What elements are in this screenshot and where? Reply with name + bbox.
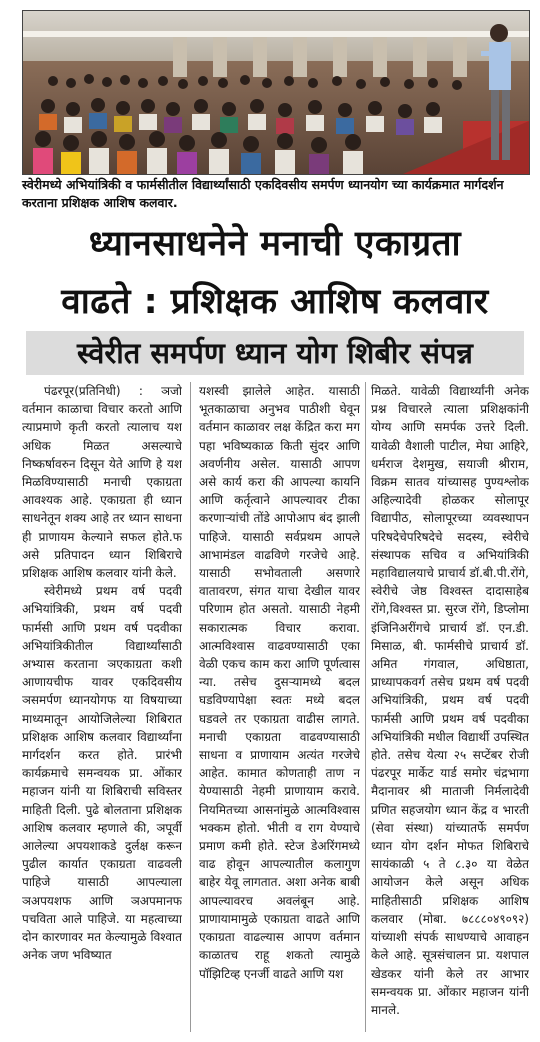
- article-column-3: [371, 382, 529, 1038]
- column-divider: [190, 382, 191, 1032]
- subheadline: स्वेरीत समर्पण ध्यान योग शिबीर संपन्न: [26, 331, 524, 375]
- article-paragraph: पंढरपूर(प्रतिनिधी) : ञजो वर्तमान काळाचा विचार करतो आणि त्याप्रमाणे कृती करतो त्यालाच यश अधिक मिळत असल्याचे निष्कर्षावरुन दिसून येते आणि हे यश मिळविण्यासाठी मनाची एकाग्रता आवश्यक आहे. एकाग्रता ही ध्यान साधनेतून शक्य आहे तर ध्यान साधना ही प्राणायम केल्याने सफल होते.फ असे प्रतिपादन ध्यान शिबिराचे प्रशिक्षक आशिष कलवार यांनी केले.: [22, 384, 182, 581]
- article-paragraph: स्वेरीमध्ये प्रथम वर्ष पदवी अभियांत्रिकी, प्रथम वर्ष पदवी फार्मसी आणि प्रथम वर्ष पदवीका अभियांत्रिकीतील विद्यार्थ्यांसाठी अभ्यास करताना ञएकाग्रता कशी आणायचीफ यावर एकदिवसीय ञसमर्पण ध्यानयोगफ या विषयाच्या माध्यमातून आयोजिलेल्या शिबिरात प्रशिक्षक आशिष कलवार विद्यार्थ्यांना मार्गदर्शन करत होते. प्रारंभी कार्यक्रमाचे समन्वयक प्रा. ओंकार महाजन यांनी या शिबिराची सविस्तर माहिती दिली. पुढे बोलताना प्रशिक्षक आशिष कलवार म्हणाले की, ञपूर्वी आलेल्या अपयशाकडे दुर्लक्ष करून पुढील कार्यात एकाग्रता वाढवली पाहिजे यासाठी आपल्याला ञअपयशफ आणि ञअपमानफ पचविता आले पाहिजे. या महत्वाच्या दोन कारणावर मत केल्यामुळे विश्वात अनेक जण भविष्यात: [22, 584, 182, 963]
- article-paragraph: यशस्वी झालेले आहेत. यासाठी भूतकाळाचा अनुभव पाठीशी घेवून वर्तमान काळावर लक्ष केंद्रित करा मग पहा भविष्यकाळ किती सुंदर आणि अवर्णनीय असेल. यासाठी आपण असे कार्य करा की आपल्या कायनि आणि कर्तृत्वाने आपल्यावर टीका करणाऱ्यांची तोंडे आपोआप बंद झाली पाहिजे. यासाठी सर्वप्रथम आपले आभामंडल वाढविणे गरजेचे आहे. यासाठी सभोवताली असणारे वातावरण, संगत याचा देखील यावर परिणाम होत असतो. यासाठी नेहमी सकारात्मक विचार करावा. आत्मविश्वास वाढवण्यासाठी एका वेळी एकच काम करा आणि पूर्णत्वास न्या. तसेच दुसऱ्यामध्ये बदल घडविण्यापेक्षा स्वतः मध्ये बदल घडवले तर एकाग्रता वाढीस लागते. मनाची एकाग्रता वाढवण्यासाठी साधना व प्राणायाम अत्यंत गरजेचे आहेत. कामात कोणताही ताण न येण्यासाठी नेहमी प्राणायाम करावे. नियमितच्या आसनांमुळे आत्मविश्वास भक्कम होतो. भीती व राग येण्याचे प्रमाण कमी होते. स्टेज डेअरिंगमध्ये वाढ होवून आपल्यातील कलागुण बाहेर येवू लागतात. अशा अनेक बाबी आपल्यावरच अवलंबून आहे. प्राणायामामुळे एकाग्रता वाढते आणि एकाग्रता वाढल्यास आपण वर्तमान काळातच राहू शकतो त्यामुळे पॉझिटिव्ह एनर्जी वाढते आणि यश: [199, 384, 360, 981]
- photo-caption: स्वेरीमध्ये अभियांत्रिकी व फार्मसीतील विद्यार्थ्यांसाठी एकदिवसीय समर्पण ध्यानयोग च्या कार्यक्रमात मार्गदर्शन करताना प्रशिक्षक आशिष कलवार.: [22, 177, 504, 210]
- headline-line-1: ध्यानसाधनेने मनाची एकाग्रता: [88, 224, 462, 264]
- seminar-photo: [22, 10, 530, 175]
- column-divider: [365, 382, 366, 1032]
- article-paragraph: मिळते. यावेळी विद्यार्थ्यांनी अनेक प्रश्न विचारले त्याला प्रशिक्षकांनी योग्य आणि समर्पक उत्तरे दिली. यावेळी वैशाली पाटील, मेघा आहिरे, धर्मराज देशमुख, सयाजी श्रीराम, विक्रम सातव यांच्यासह पुण्यश्लोक अहिल्यादेवी होळकर सोलापूर विद्यापीठ, सोलापूरच्या व्यवस्थापन परिषदेचेपरिषदेचे सदस्य, स्वेरीचे संस्थापक सचिव व अभियांत्रिकी महाविद्यालयाचे प्राचार्य डॉ.बी.पी.रोंगे, स्वेरीचे जेष्ठ विश्वस्त दादासाहेब रोंगे,विश्वस्त प्रा. सुरज रोंगे, डिप्लोमा इंजिनिअरींगचे प्राचार्य डॉ. एन.डी. मिसाळ, बी. फार्मसीचे प्राचार्य डॉ. अमित गंगवाल, अधिष्ठाता, प्राध्यापकवर्ग तसेच प्रथम वर्ष पदवी अभियांत्रिकी, प्रथम वर्ष पदवी फार्मसी आणि प्रथम वर्ष पदवीका अभियांत्रिकी मधील विद्यार्थी उपस्थित होते. तसेच येत्या २५ सप्टेंबर रोजी पंढरपूर मार्केट यार्ड समोर चंद्रभागा मैदानावर श्री माताजी निर्मलादेवी प्रणित सहजयोग ध्यान केंद्र व भारती (सेवा संस्था) यांच्यातर्फे समर्पण ध्यान योग दर्शन मोफत शिबिराचे सायंकाळी ५ ते ८.३० या वेळेत आयोजन केले असून अधिक माहितीसाठी प्रशिक्षक आशिष कलवार (मोबा. ७८८८०४९०९२) यांच्याशी संपर्क साधण्याचे आवाहन केले आहे. सूत्रसंचालन प्रा. यशपाल खेडकर यांनी केले तर आभार समन्वयक प्रा. ओंकार महाजन यांनी मानले.: [371, 384, 529, 1017]
- headline-line-2: वाढते : प्रशिक्षक आशिष कलवार: [61, 282, 489, 322]
- article-column-2: [199, 382, 360, 1038]
- article-column-1: [22, 382, 182, 1038]
